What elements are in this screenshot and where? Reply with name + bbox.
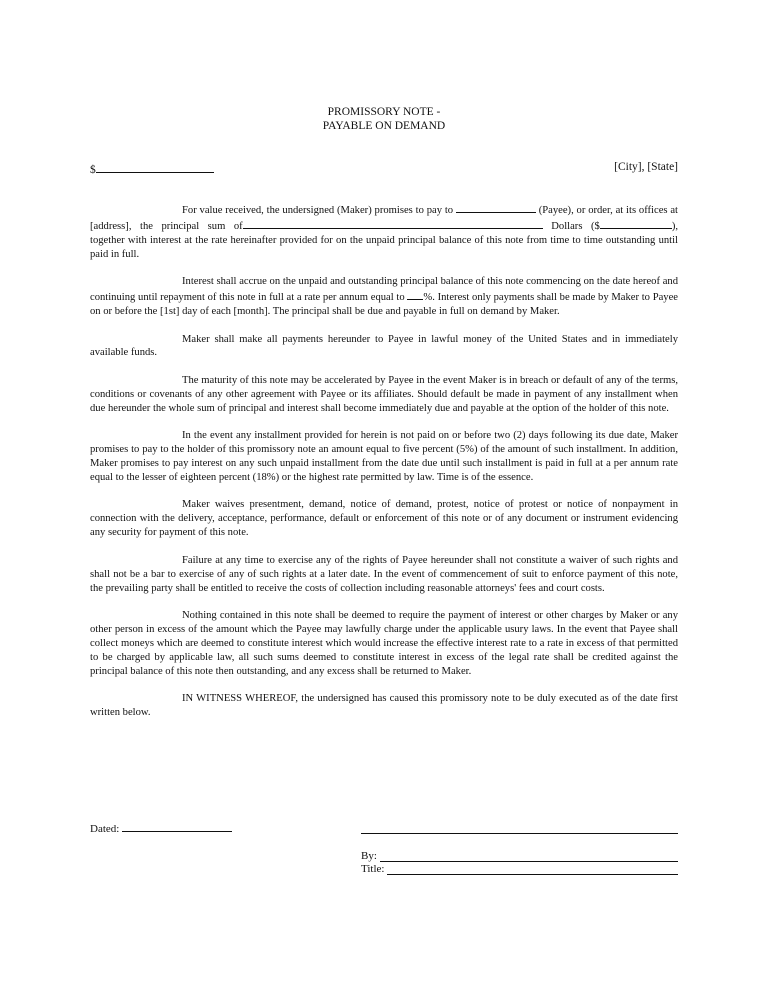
amount-header [90,161,214,176]
p2-text-b: %. Interest only payments shall be made by Maker to Payee on or before the [1st] day of each [month]. The principal shall be due and payable in full on demand by Maker. [90,292,678,318]
title-blank[interactable] [387,863,678,875]
signature-line[interactable] [361,833,678,834]
amount-prefix: $ [90,164,96,176]
p1-text-b: (Payee), or order, at its offices at [address], the principal sum of [90,205,678,232]
paragraph-witness: IN WITNESS WHEREOF, the undersigned has caused this promissory note to be duly executed as of the date first written below. [90,693,678,719]
dated-label: Dated: [90,823,123,835]
paragraph-usury: Nothing contained in this note shall be deemed to require the payment of interest or other charges by Maker or any other person in excess of the amount which the Payee may lawfully charge under the applicable usury laws. In the event that Payee shall collect moneys which are deemed to constitute interest which would increase the effective interest rate to a rate in excess of that permitted to be charged by applicable law, all such sums deemed to constitute interest in excess of the legal rate shall be credited against the principal balance of this note then outstanding, and any excess shall be returned to Maker. [90,610,678,677]
amount-blank[interactable] [96,161,214,173]
dated-field [90,821,232,835]
p1-text-a: For value received, the undersigned (Maker) promises to pay to [182,205,456,216]
document-title-line1: PROMISSORY NOTE - [327,106,441,118]
payee-blank[interactable] [456,202,536,213]
principal-amount-blank[interactable] [600,218,672,229]
location-header: [City], [State] [614,161,678,173]
by-blank[interactable] [380,850,678,862]
paragraph-maturity: The maturity of this note may be accelerated by Payee in the event Maker is in breach or default of any of the terms, conditions or covenants of any other agreement with Payee or its affiliates. Should default be made in payment of any installment when due hereunder the whole sum of principal and interest shall become immediately due and payable at the option of the holder of this note. [90,374,678,414]
by-field [361,850,678,862]
p1-text-c: Dollars ($ [542,220,600,232]
paragraph-payments: Maker shall make all payments hereunder to Payee in lawful money of the United States and in immediately available funds. [90,333,678,359]
paragraph-late-installment: In the event any installment provided for herein is not paid on or before two (2) days following its due date, Maker promises to pay to the holder of this promissory note an amount equal to five percent (5%) of the amount of such installment. In addition, Maker promises to pay interest on any such unpaid installment from the date due until such installment is paid in full at a per annum rate equal to the lesser of eighteen percent (18%) or the highest rate permitted by law. Time is of the essence. [90,430,678,483]
paragraph-waiver: Maker waives presentment, demand, notice of demand, protest, notice of protest or notice of nonpayment in connection with the delivery, acceptance, performance, default or enforcement of this note or of any document or instrument evidencing any security for payment of this note. [90,499,678,539]
document-title-line2: PAYABLE ON DEMAND [322,120,446,132]
paragraph-failure-to-exercise: Failure at any time to exercise any of the rights of Payee hereunder shall not constitute a waiver of such rights and shall not be a bar to exercise of any of such rights at a later date. In the event of commencement of suit to enforce payment of this note, the prevailing party shall be entitled to receive the costs of collection including reasonable attorneys' fees and court costs. [90,554,678,594]
paragraph-interest [90,275,678,319]
paragraph-payment-promise [90,202,678,262]
note-body [90,202,678,734]
p1-text-d: ), together with interest at the rate hereinafter provided for on the unpaid principal balance of this note from time to time outstanding until paid in full. [90,220,678,260]
interest-rate-blank[interactable] [407,289,423,300]
title-label: Title: [361,863,385,875]
title-field [361,863,678,875]
by-label: By: [361,850,377,862]
principal-words-blank[interactable] [243,218,543,229]
p2-text-a: Interest shall accrue on the unpaid and outstanding principal balance of this note commencing on the date hereof and continuing until repayment of this note in full at a rate per annum equal to [90,276,678,304]
dated-blank[interactable] [122,821,232,832]
